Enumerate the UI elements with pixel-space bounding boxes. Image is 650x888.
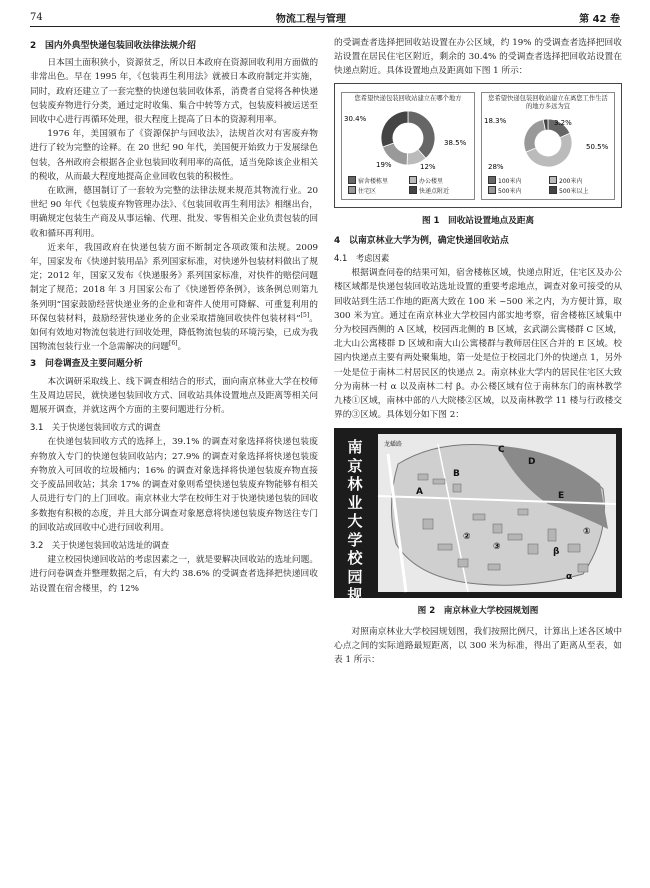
paragraph-china-tail: 。如何有效地对物流包装进行回收处理，降低物流包装的环境污染，已成为我国物流包装行业一个急需解决的问题	[30, 313, 318, 353]
paragraph-site-selection: 建立校园快递回收站的考虑因素之一，就是要解决回收站的选址问题。进行问卷调查并整理数据之后，有大约 38.6% 的受调查者选择把快递回收站设置在宿舍楼里，约 12%	[30, 555, 318, 594]
pie-slice-2	[524, 119, 545, 152]
section-4-1-heading: 4.1 考虑因素	[334, 253, 390, 264]
paragraph-survey-intro: 本次调研采取线上、线下调查相结合的形式，面向南京林业大学在校师生及周边居民，就快递包装回收方式、回收站具体设置地点及距离等相关问题展开调查，并就这两个方面的主要问题进行分析。	[30, 376, 318, 416]
running-header	[30, 8, 620, 27]
pie2-label-3: 28%	[488, 162, 504, 171]
pie2-legend	[488, 176, 610, 196]
road-label: 龙蟠路	[384, 441, 403, 449]
right-column	[334, 36, 622, 667]
citation-6: [6]	[169, 340, 178, 348]
paragraph-china-end: 。	[177, 342, 187, 353]
legend-item: 500米以上	[549, 186, 610, 196]
section-4-heading: 4 以南京林业大学为例，确定快递回收站点	[334, 235, 509, 246]
legend-item: 500米内	[488, 186, 549, 196]
marker-1: ①	[583, 527, 591, 538]
page-number: 74	[30, 11, 43, 23]
legend-item: 快递点附近	[409, 186, 470, 196]
marker-d: D	[528, 457, 536, 468]
pie2-label-1: 3.2%	[554, 118, 572, 127]
paragraph-china-text: 近来年，我国政府在快递包装方面不断制定各项政策和法规。2009 年，国家发布《快递封装用品》系列国家标准，对快递外包装材料做出了规定；2012 年，国家又发布《快递服务》系列国家标准，对快件的赔偿问题制定了规范；2018 年 3 月国家公布了《快递暂停条例》，该条例总则第九条列明“国家鼓励经营快递业务的企业和寄件人使用可降解、可重复利用的环保包装材料，鼓励经营快递业务的企业采取措施回收快件包装材料”	[30, 242, 318, 324]
section-3-2-heading: 3.2 关于快递包装回收站选址的调查	[30, 539, 169, 550]
marker-beta: β	[553, 547, 560, 558]
campus-map-title: 南京林业大学校园规划	[347, 438, 363, 623]
marker-c: C	[498, 445, 505, 456]
pie1-label-2: 12%	[420, 162, 436, 171]
campus-map	[378, 434, 616, 592]
pie1-label-3: 19%	[376, 160, 392, 169]
marker-b: B	[453, 469, 460, 480]
legend-item: 办公楼里	[409, 176, 470, 186]
pie-title-location: 您希望快递包装回收站建立在哪个地方	[354, 94, 462, 102]
section-2-heading: 2 国内外典型快递包装回收法律法规介绍	[30, 41, 196, 51]
journal-name: 物流工程与管理	[275, 13, 346, 25]
section-3-1-heading: 3.1 关于快递包装回收方式的调查	[30, 422, 161, 433]
legend-item: 200米内	[549, 176, 610, 186]
pie-chart-location	[342, 105, 474, 171]
pie-panel-distance	[481, 92, 615, 200]
legend-item: 100米内	[488, 176, 549, 186]
paragraph-usa: 1976 年，美国颁布了《资源保护与回收法》，法规首次对有害废弃物进行了较为完整的诠释。在 20 世纪 90 年代，美国便开始致力于发展绿色包装，各州政府会根据各企业包装回收利用率的高低，适当免除该企业相关的税收，从而最大程度地提高企业回收包装的积极性。	[30, 129, 318, 182]
paragraph-germany: 在欧洲，德国制订了一套较为完整的法律法规来规范其物流行业。20 世纪 90 年代《包装废弃物管理办法》、《包装回收再生利用法》相继出台，明确规定包装生产商及从事运输、代理、批发、零售相关企业负责包装的回收和循环再利用。	[30, 186, 318, 239]
left-column	[30, 36, 318, 596]
figure-1-caption: 图 1 回收站设置地点及距离	[421, 215, 535, 226]
paragraph-recycle-method: 在快递包装回收方式的选择上，39.1% 的调查对象选择将快递包装废弃物放入专门的快递包装回收站内；27.9% 的调查对象选择将快递包装废弃物放入可回收的垃圾桶内；16% 的调查对象选择将快递包装废弃物直接交予废品回收站；其余 17% 的调查对象则希望快递包装废弃物能够有相关人员进行专门的上门回收。南京林业大学在校师生对于快递快递包装的回收多数抱有积极的态度，并且大部分调查对象愿意将快递包装废弃物送往专门的回收站或回收中心进行回收利用。	[30, 437, 318, 533]
pie-panel-location	[341, 92, 475, 200]
marker-a: A	[416, 487, 423, 498]
figure-1	[334, 83, 622, 208]
pie-title-distance: 您希望快递包装回收站建立在离您工作生活的地方多远为宜	[488, 94, 608, 110]
paragraph-factors: 根据调查问卷的结果可知，宿舍楼栋区域，快递点附近，住宅区及办公楼区域都是快递包装回收站选址设置的重要考虑地点，调查对象可接受的从回收站到生活工作地的距离大致在 100 米 ~500 米之内，为方便计算，取 300 米为宜。通过在南京林业大学校园内部实地考察，宿舍楼栋区域集中分为校园西侧的 A 区域，校园西北侧的 B 区域，玄武湖公寓楼群 C 区域，北大山公寓楼群 D 区域和南大山公寓楼群与教师居住区合并的 E 区域。校园内快递点主要有两处聚集地，第一处是位于校园北门外的快递点 1，另外一处是位于南林二村居民区的快递点 2。南京林业大学内的居民住宅区大致分为南林一村 α 以及南林二村 β。办公楼区域有位于南林东门的南林教学九楼①区域，南林中部的八大院楼②区域，以及南林教学 11 楼与行政楼交界的③区域。具体划分如下图 2：	[334, 268, 622, 421]
figure-2-caption: 图 2 南京林业大学校园规划图	[417, 606, 539, 617]
pie2-label-0: 18.3%	[484, 116, 507, 125]
paragraph-site-continued: 的受调查者选择把回收站设置在办公区域，约 19% 的受调查者选择把回收站设置在居民住宅区附近，剩余的 30.4% 的受调查者选择把回收站设置在快递点附近。具体设置地点及距离如下图 1 所示：	[334, 38, 622, 77]
paragraph-distance-table: 对照南京林业大学校园规划图，我们按照比例尺，计算出上述各区域中心点之间的实际道路最短距离，以 300 米为标准，得出了距离从至表，如表 1 所示：	[334, 626, 622, 666]
pie-slice-3	[381, 111, 408, 147]
pie-slice-0	[408, 111, 435, 158]
marker-3: ③	[493, 542, 501, 553]
marker-alpha: α	[566, 572, 573, 583]
marker-e: E	[558, 491, 565, 502]
citation-5: [5]	[300, 311, 310, 319]
pie-chart-distance	[482, 113, 614, 173]
legend-item: 住宅区	[348, 186, 409, 196]
pie1-label-1: 38.5%	[444, 138, 467, 147]
pie1-label-0: 30.4%	[344, 114, 367, 123]
section-3-heading: 3 问卷调查及主要问题分析	[30, 359, 143, 370]
pie2-label-2: 50.5%	[586, 142, 609, 151]
pie1-legend	[348, 176, 470, 196]
campus-map-drawing	[378, 434, 616, 592]
paragraph-japan: 日本国土面积狭小，资源贫乏，所以日本政府在资源回收利用方面做的非常出色。早在 1995 年，《包装再生利用法》就被日本政府制定并实施，同时，政府还建立了一套完整的快递包装回收体系，消费者自觉将各种快递包装废弃物进行分类，通过定时收集、集合中转等方式，包装废料被运送至回收中心进行再循环处理，很大程度上提高了日本的资源利用率。	[30, 58, 318, 126]
marker-2: ②	[463, 532, 471, 543]
legend-item: 宿舍楼栋里	[348, 176, 409, 186]
paragraph-china	[30, 241, 318, 355]
volume-label: 第 42 卷	[579, 13, 620, 25]
